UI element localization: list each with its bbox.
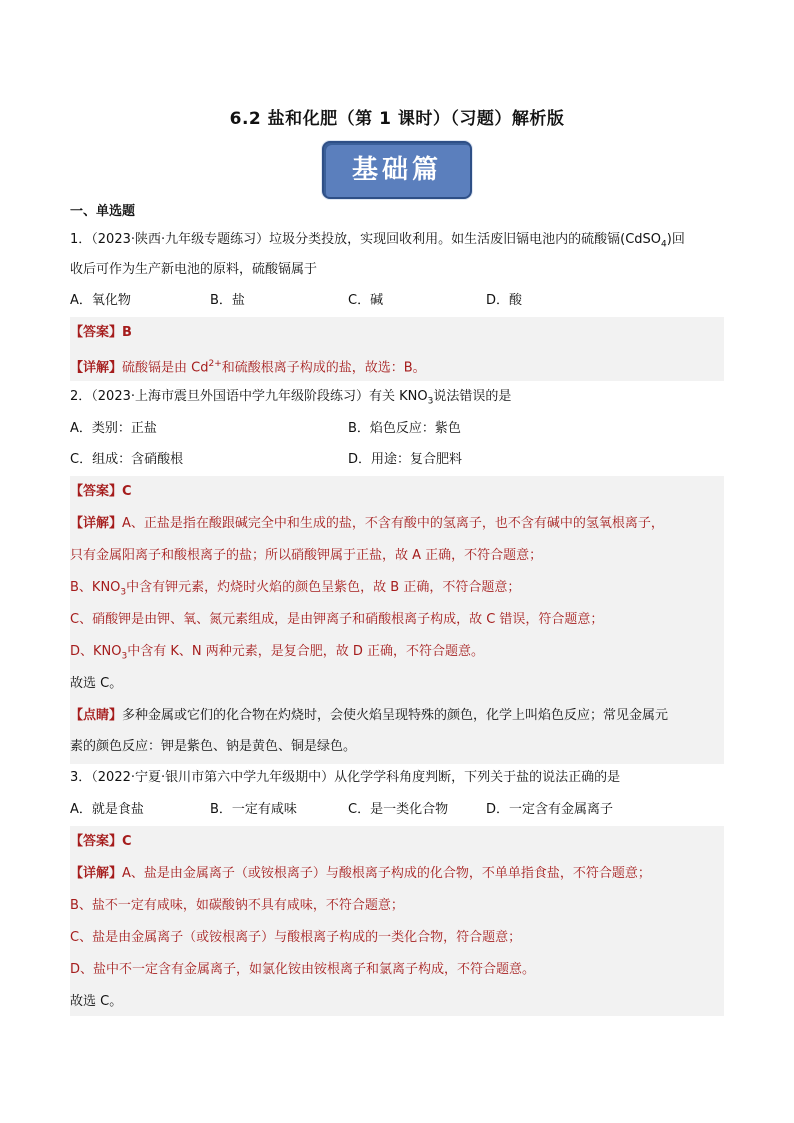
q2-point-line2: 素的颜色反应：钾是紫色、钠是黄色、铜是绿色。	[70, 739, 357, 754]
q2-detail-line3: B、$KNO_3$中含有钾元素，灼烧时火焰的颜色呈紫色，故 B 正确，不符合题意；	[70, 580, 521, 598]
q2-option-c: C．组成：含硝酸根	[70, 452, 184, 467]
q2-detail-line1: 【详解】A、正盐是指在酸跟碱完全中和生成的盐，不含有酸中的氢离子，也不含有碱中的氢氧根离子，	[70, 516, 664, 531]
q1-answer: 【答案】B	[70, 325, 132, 340]
q3-answer-block	[70, 826, 724, 1016]
q3-detail-line1: 【详解】A、盐是由金属离子（或铵根离子）与酸根离子构成的化合物，不单单指食盐，不符合题意；	[70, 866, 651, 881]
q1-stem-line1: 1．（2023·陕西·九年级专题练习）垃圾分类投放，实现回收利用。如生活废旧镉电池内的硫酸镉(CdSO$_4$)回	[70, 232, 685, 250]
q2-answer: 【答案】C	[70, 484, 132, 499]
q3-detail-line3: C、盐是由金属离子（或铵根离子）与酸根离子构成的一类化合物，符合题意；	[70, 930, 522, 945]
q2-detail-line6: 故选 C。	[70, 676, 123, 691]
q3-detail-line2: B、盐不一定有咸味，如碳酸钠不具有咸味，不符合题意；	[70, 898, 404, 913]
q3-detail-line4: D、盐中不一定含有金属离子，如氯化铵由铵根离子和氯离子构成，不符合题意。	[70, 962, 536, 977]
section-badge: 基础篇	[322, 141, 472, 199]
q1-option-d: D．酸	[486, 293, 523, 308]
q1-option-a: A．氧化物	[70, 293, 131, 308]
q1-detail: 【详解】硫酸镉是由 $Cd^{2+}$和硫酸根离子构成的盐，故选：B。	[70, 359, 426, 376]
q1-option-c: C．碱	[348, 293, 384, 308]
q2-option-a: A．类别：正盐	[70, 421, 157, 436]
q2-detail-line2: 只有金属阳离子和酸根离子的盐；所以硝酸钾属于正盐，故 A 正确，不符合题意；	[70, 548, 543, 563]
q1-stem-line2: 收后可作为生产新电池的原料，硫酸镉属于	[70, 262, 318, 277]
q3-option-a: A．就是食盐	[70, 802, 144, 817]
q2-point-line1: 【点睛】多种金属或它们的化合物在灼烧时，会使火焰呈现特殊的颜色，化学上叫焰色反应；常见金属元	[70, 708, 669, 723]
q3-option-d: D．一定含有金属离子	[486, 802, 614, 817]
q1-option-b: B．盐	[210, 293, 245, 308]
q2-detail-line5: D、$KNO_3$中含有 K、N 两种元素，是复合肥，故 D 正确，不符合题意。	[70, 644, 485, 662]
section-heading: 一、单选题	[70, 204, 136, 219]
q3-option-c: C．是一类化合物	[348, 802, 449, 817]
q2-option-d: D．用途：复合肥料	[348, 452, 463, 467]
q3-answer: 【答案】C	[70, 834, 132, 849]
q2-stem: 2．（2023·上海市震旦外国语中学九年级阶段练习）有关 $KNO_3$说法错误的是	[70, 389, 512, 407]
q3-option-b: B．一定有咸味	[210, 802, 297, 817]
page-title: 6.2 盐和化肥（第 1 课时）（习题）解析版	[229, 109, 565, 129]
q3-detail-line5: 故选 C。	[70, 994, 123, 1009]
q2-detail-line4: C、硝酸钾是由钾、氧、氮元素组成，是由钾离子和硝酸根离子构成，故 C 错误，符合题意；	[70, 612, 604, 627]
q2-option-b: B．焰色反应：紫色	[348, 421, 461, 436]
q3-stem: 3．（2022·宁夏·银川市第六中学九年级期中）从化学学科角度判断，下列关于盐的说法正确的是	[70, 770, 621, 785]
